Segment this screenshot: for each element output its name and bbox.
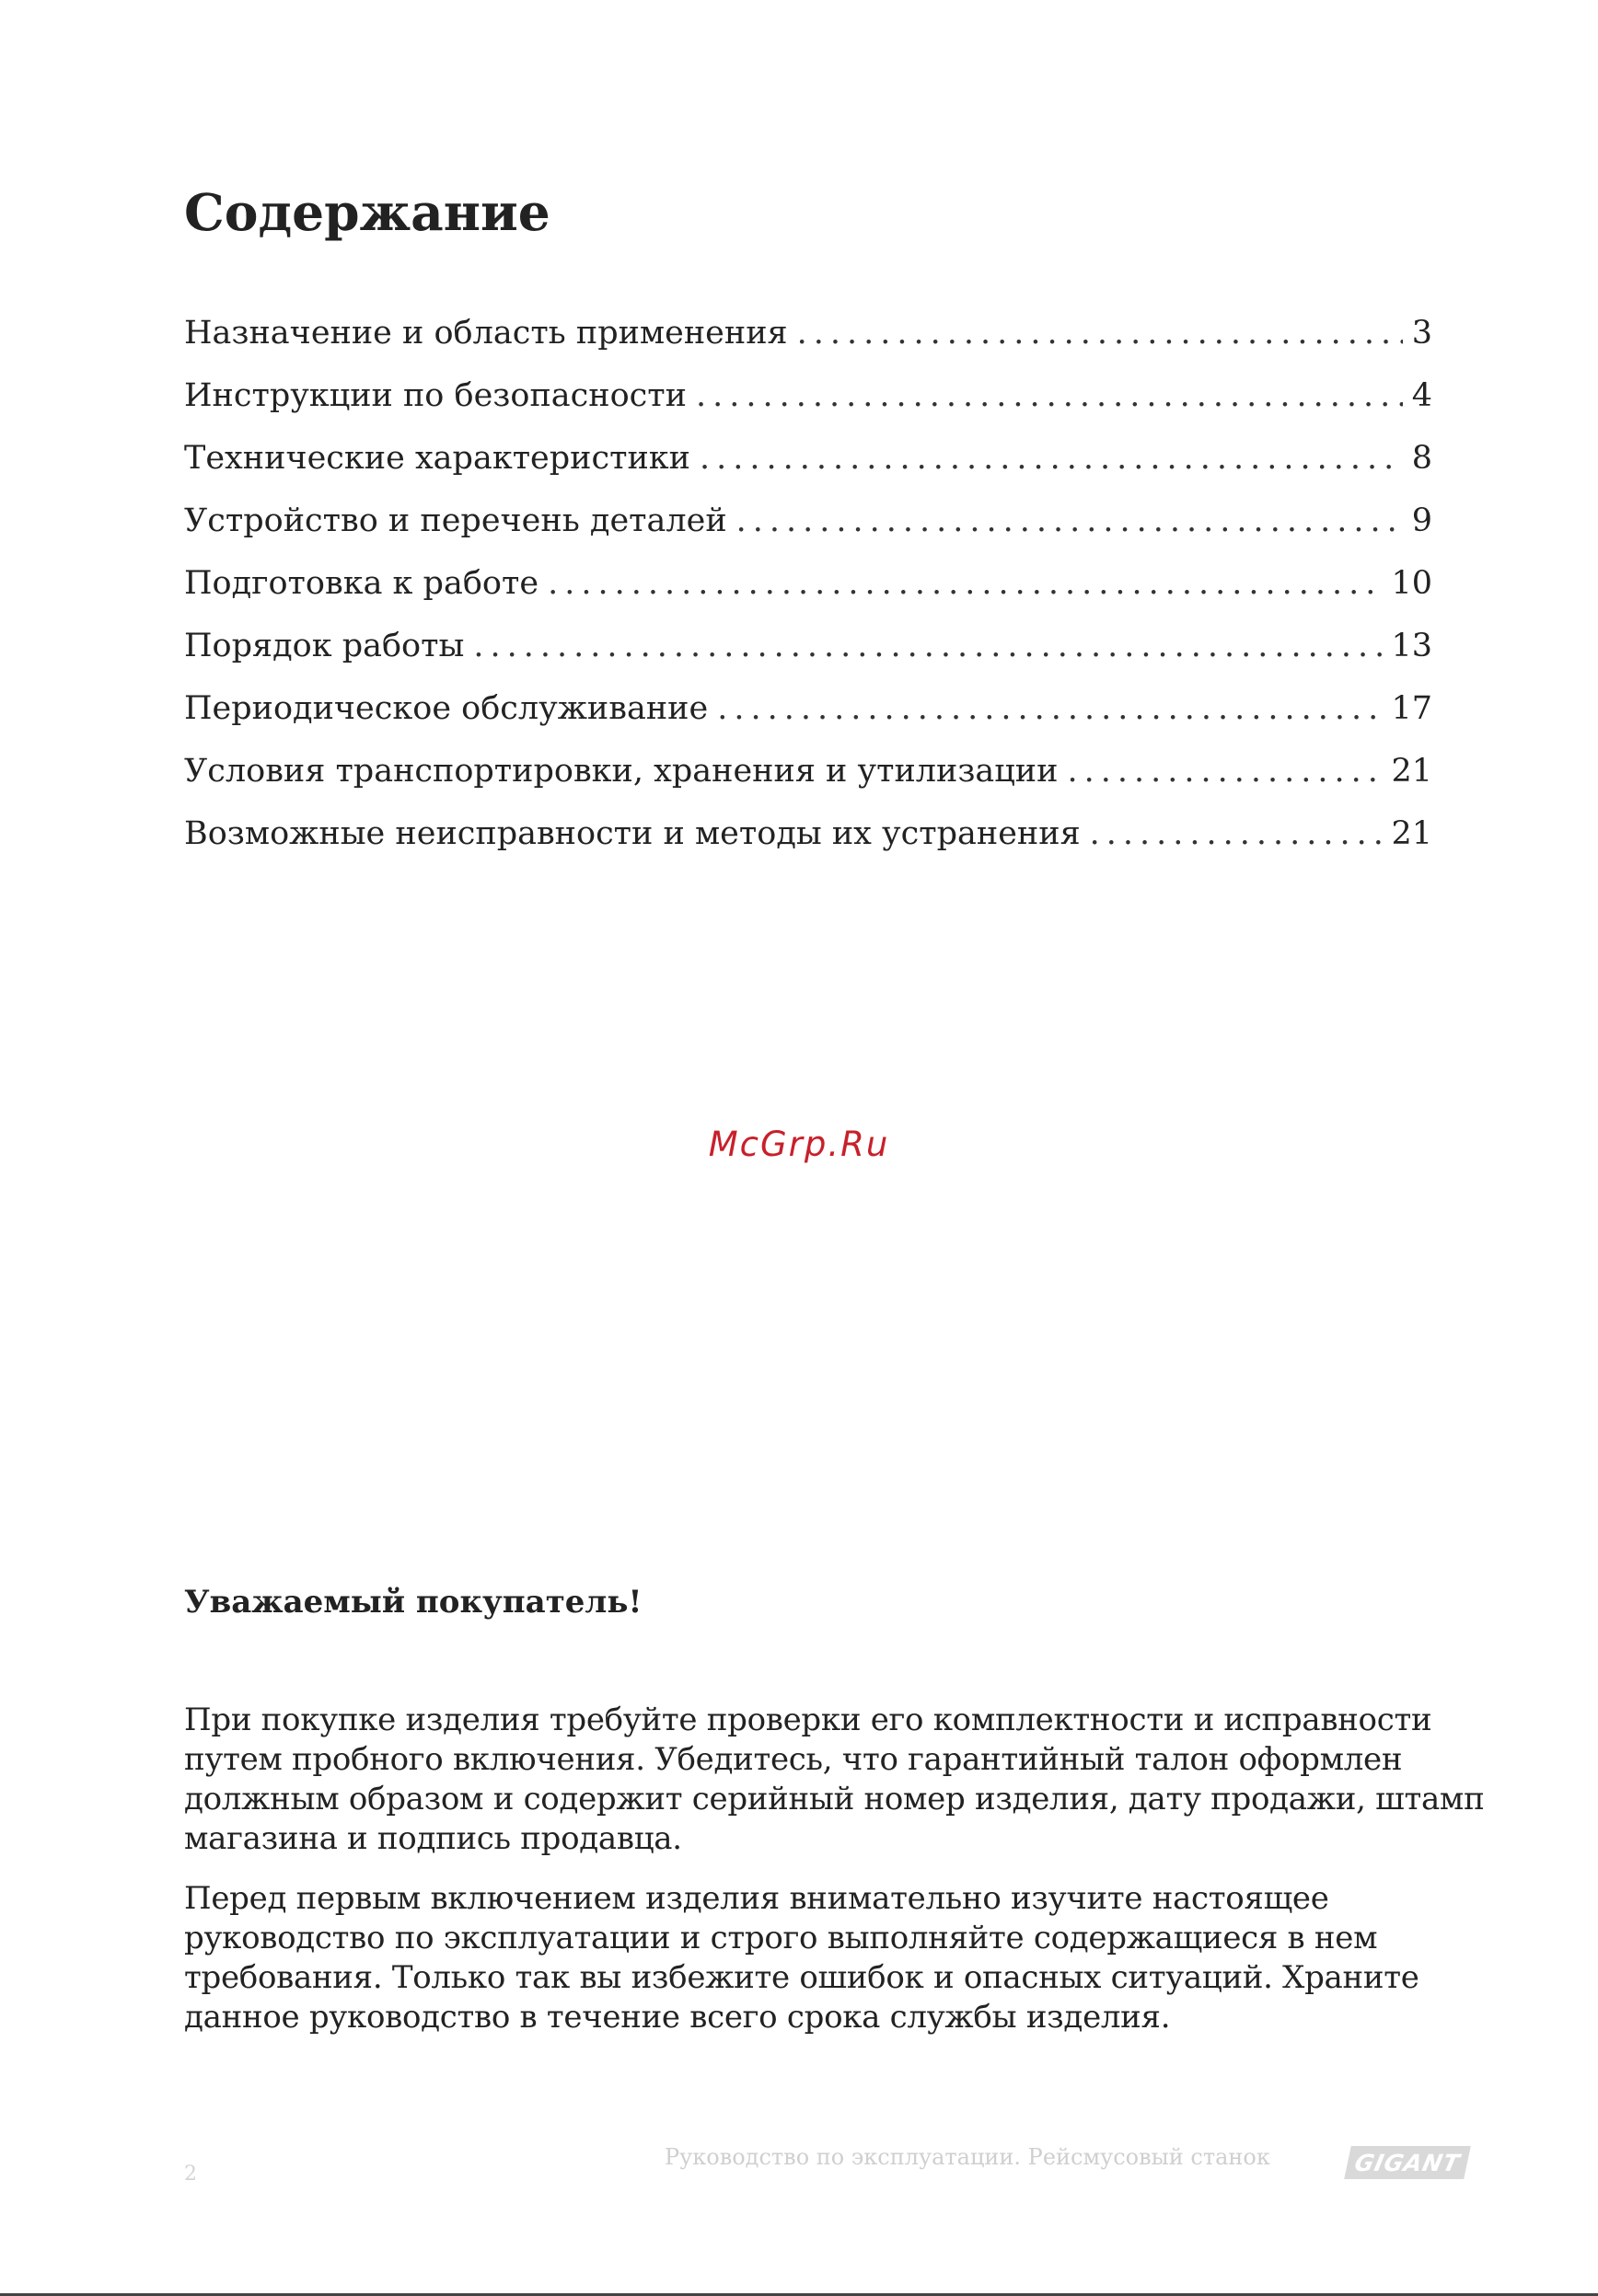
toc-item[interactable]	[184, 740, 1432, 802]
toc-item-page: 10	[1391, 565, 1432, 602]
toc-leader-dots	[700, 427, 1403, 490]
toc-item-label: Устройство и перечень деталей	[184, 502, 727, 539]
footer-page-number: 2	[184, 2163, 197, 2186]
toc-leader-dots	[717, 677, 1382, 740]
paragraph: При покупке изделия требуйте проверки его комплектности и исправности путем пробного включения. Убедитесь, что гарантийный талон оформлен должным образом и содержит серийный номер изделия, дату продажи, штамп магазина и подпись продавца.	[184, 1702, 1485, 1857]
toc-leader-dots	[1090, 802, 1383, 865]
brand-logo-text: GIGANT	[1352, 2149, 1463, 2176]
paragraph: Перед первым включением изделия внимательно изучите настоящее руководство по эксплуатации и строго выполняйте содержащиеся в нем требования. Только так вы избежите ошибок и опасных ситуаций. Храните данное руководство в течение всего срока службы изделия.	[184, 1880, 1419, 2036]
toc-item-label: Подготовка к работе	[184, 565, 539, 602]
toc-item-page: 4	[1411, 377, 1432, 414]
toc-item[interactable]	[184, 802, 1432, 865]
toc-item-label: Инструкции по безопасности	[184, 377, 687, 414]
toc-leader-dots	[736, 490, 1403, 552]
toc-item-label: Условия транспортировки, хранения и утилизации	[184, 753, 1059, 790]
brand-logo	[1344, 2146, 1471, 2179]
toc-leader-dots	[548, 552, 1382, 615]
toc-item[interactable]	[184, 677, 1432, 740]
toc-leader-dots	[696, 364, 1403, 427]
body-text	[184, 1701, 1491, 2058]
toc-item-page: 13	[1391, 628, 1432, 664]
toc-item[interactable]	[184, 490, 1432, 552]
footer-document-title: Руководство по эксплуатации. Рейсмусовый станок	[665, 2144, 1270, 2170]
toc-item-page: 8	[1411, 440, 1432, 477]
toc-item-page: 9	[1411, 502, 1432, 539]
greeting-heading: Уважаемый покупатель!	[184, 1584, 643, 1621]
toc-item[interactable]	[184, 615, 1432, 677]
toc-item-label: Возможные неисправности и методы их устранения	[184, 815, 1081, 852]
page-title: Содержание	[184, 182, 550, 242]
toc-item-label: Назначение и область применения	[184, 315, 788, 352]
watermark-text: McGrp.Ru	[708, 1125, 890, 1164]
toc-item[interactable]	[184, 552, 1432, 615]
toc-leader-dots	[1067, 740, 1382, 802]
toc-item[interactable]	[184, 302, 1432, 364]
toc-item-page: 21	[1391, 815, 1432, 852]
toc-item[interactable]	[184, 364, 1432, 427]
toc-item-page: 17	[1391, 690, 1432, 727]
toc-item-label: Технические характеристики	[184, 440, 691, 477]
toc-leader-dots	[797, 302, 1403, 364]
table-of-contents	[184, 302, 1432, 865]
toc-item-page: 3	[1411, 315, 1432, 352]
toc-item-page: 21	[1391, 753, 1432, 790]
toc-leader-dots	[473, 615, 1382, 677]
toc-item[interactable]	[184, 427, 1432, 490]
toc-item-label: Порядок работы	[184, 628, 465, 664]
toc-item-label: Периодическое обслуживание	[184, 690, 709, 727]
